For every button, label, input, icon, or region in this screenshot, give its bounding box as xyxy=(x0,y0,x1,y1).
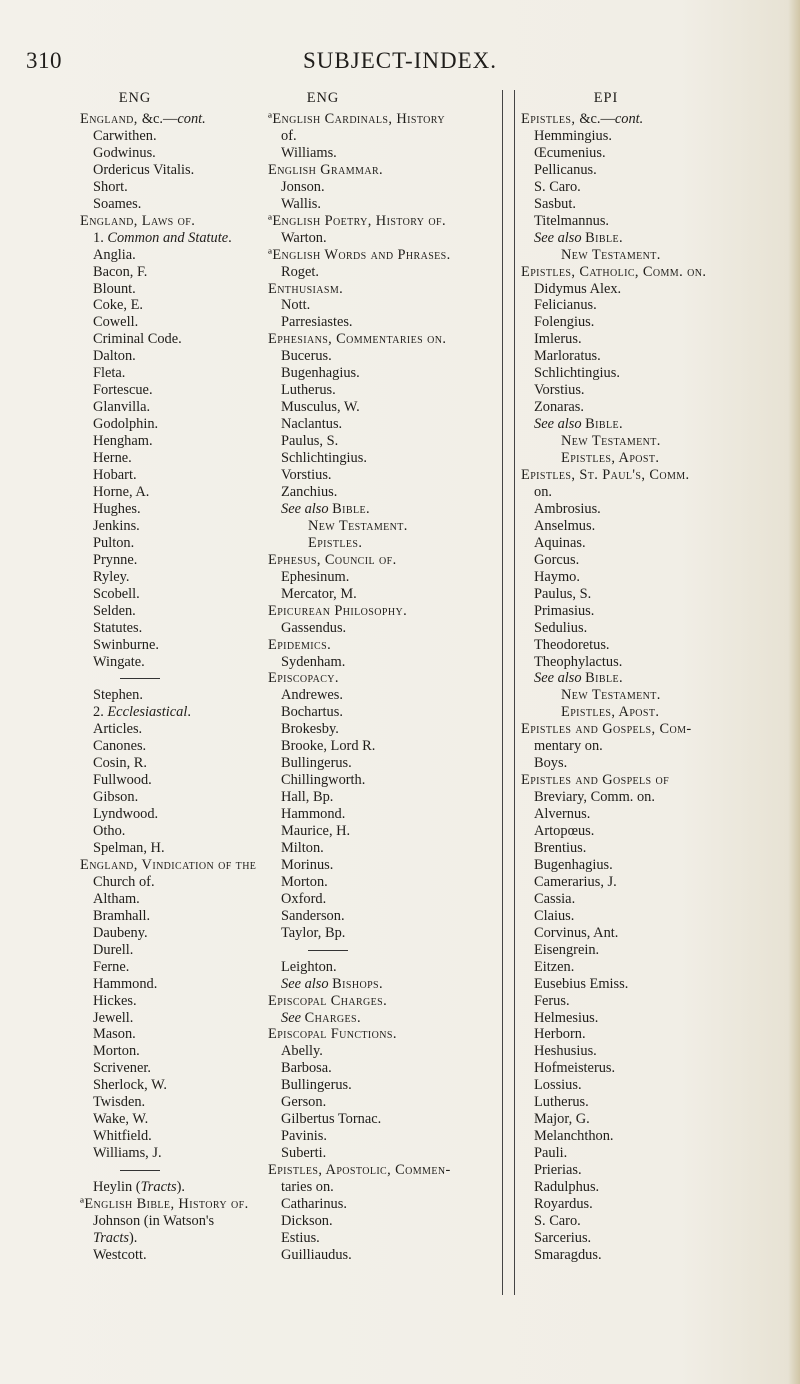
index-entry: Naclantus. xyxy=(281,416,343,433)
index-entry: Stephen. xyxy=(93,687,143,704)
index-entry: New Testament. xyxy=(308,517,408,534)
index-entry: Sasbut. xyxy=(534,195,576,212)
index-entry: on. xyxy=(534,483,552,500)
index-entry: Didymus Alex. xyxy=(534,280,622,297)
index-heading: Epistles, Catholic, Comm. on. xyxy=(521,263,707,280)
index-entry: Pellicanus. xyxy=(534,161,597,178)
index-entry: Nott. xyxy=(281,297,311,314)
index-entry: Fortescue. xyxy=(93,382,153,399)
index-entry: Vorstius. xyxy=(281,467,332,484)
index-entry: Schlichtingius. xyxy=(281,450,367,467)
index-entry: Ordericus Vitalis. xyxy=(93,161,195,178)
index-entry: Spelman, H. xyxy=(93,839,165,856)
index-entry: Boys. xyxy=(534,755,568,772)
index-entry: Prynne. xyxy=(93,551,138,568)
index-entry: Wake, W. xyxy=(93,1111,149,1128)
index-entry: Fullwood. xyxy=(93,772,152,789)
index-entry: Catharinus. xyxy=(281,1195,347,1212)
index-entry: Jonson. xyxy=(281,178,325,195)
index-entry: Cosin, R. xyxy=(93,755,147,772)
index-entry: Herne. xyxy=(93,450,132,467)
index-heading: England, Vindication of the xyxy=(80,856,257,873)
index-entry: Canones. xyxy=(93,738,147,755)
index-heading: Epidemics. xyxy=(268,636,332,653)
index-column-2 xyxy=(268,90,508,1264)
index-entry: Dickson. xyxy=(281,1212,333,1229)
index-entry: Gassendus. xyxy=(281,619,347,636)
index-entry: Blount. xyxy=(93,280,136,297)
index-entry: Lutherus. xyxy=(534,1094,589,1111)
index-entry: Hammond. xyxy=(281,806,346,823)
index-entry: Folengius. xyxy=(534,314,595,331)
index-entry: Statutes. xyxy=(93,619,143,636)
index-entry: Godolphin. xyxy=(93,416,159,433)
index-entry: Mercator, M. xyxy=(281,585,357,602)
index-heading: Epistles, &c.—cont. xyxy=(521,111,644,127)
column-head: ENG xyxy=(118,90,152,106)
index-entry: Bacon, F. xyxy=(93,263,148,280)
index-entry: Swinburne. xyxy=(93,636,159,653)
index-heading: English Grammar. xyxy=(268,161,384,178)
index-entry: Abelly. xyxy=(281,1043,323,1060)
index-heading: ªEnglish Words and Phrases. xyxy=(268,246,451,263)
index-heading: ªEnglish Bible, History of. xyxy=(80,1195,249,1212)
index-heading: Epistles, Apostolic, Commen- xyxy=(268,1162,451,1179)
index-entry: Hall, Bp. xyxy=(281,789,334,806)
index-entry: Godwinus. xyxy=(93,144,156,161)
index-entry: Heshusius. xyxy=(534,1043,597,1060)
index-entry: Bugenhagius. xyxy=(534,856,613,873)
index-entry: Sanderson. xyxy=(281,907,345,924)
index-entry: Cowell. xyxy=(93,314,139,331)
index-heading: Epicurean Philosophy. xyxy=(268,602,408,619)
index-entry: Musculus, W. xyxy=(281,399,360,416)
index-entry: Helmesius. xyxy=(534,1009,599,1026)
page-edge xyxy=(788,0,800,1384)
index-heading: Epistles, St. Paul's, Comm. xyxy=(521,467,690,484)
index-entry: of. xyxy=(281,127,297,144)
index-entry: Artopœus. xyxy=(534,823,595,840)
index-entry: Paulus, S. xyxy=(281,433,339,450)
index-entry: Roget. xyxy=(281,263,319,280)
index-entry: mentary on. xyxy=(534,738,603,755)
index-entry: Warton. xyxy=(281,229,327,246)
index-entry: Morton. xyxy=(93,1043,140,1060)
index-entry: Soames. xyxy=(93,195,142,212)
index-column-3 xyxy=(521,90,781,1264)
index-entry: See Charges. xyxy=(281,1009,361,1026)
index-entry: Melanchthon. xyxy=(534,1128,614,1145)
index-entry: Gilbertus Tornac. xyxy=(281,1111,382,1128)
index-heading: England, &c.—cont. xyxy=(80,111,206,127)
index-entry: Articles. xyxy=(93,721,143,738)
index-entry: Sydenham. xyxy=(281,653,346,670)
index-entry: Imlerus. xyxy=(534,331,582,348)
index-heading: England, Laws of. xyxy=(80,212,196,229)
index-entry: Aquinas. xyxy=(534,534,586,551)
index-entry: Leighton. xyxy=(281,958,337,975)
index-entry: Eusebius Emiss. xyxy=(534,975,629,992)
index-entry: Epistles, Apost. xyxy=(561,704,660,721)
index-entry: S. Caro. xyxy=(534,1212,581,1229)
index-heading: Enthusiasm. xyxy=(268,280,344,297)
index-entry: Bullingerus. xyxy=(281,755,352,772)
index-entry: Gerson. xyxy=(281,1094,327,1111)
index-entry: Eitzen. xyxy=(534,958,575,975)
page-number: 310 xyxy=(26,48,62,73)
running-head xyxy=(0,48,800,78)
index-entry: New Testament. xyxy=(561,687,661,704)
index-entry: Daubeny. xyxy=(93,924,148,941)
index-entry: Chillingworth. xyxy=(281,772,366,789)
index-entry: Suberti. xyxy=(281,1145,327,1162)
index-entry: Theodoretus. xyxy=(534,636,610,653)
index-entry: See also Bible. xyxy=(534,670,623,687)
index-heading: Ephesus, Council of. xyxy=(268,551,397,568)
index-entry: Pavinis. xyxy=(281,1128,327,1145)
index-entry: Prierias. xyxy=(534,1162,582,1179)
running-title: SUBJECT-INDEX. xyxy=(303,48,497,73)
index-entry: Gibson. xyxy=(93,789,139,806)
index-entry: Pulton. xyxy=(93,534,135,551)
index-entry: Sherlock, W. xyxy=(93,1077,167,1094)
index-entry: Radulphus. xyxy=(534,1179,600,1196)
index-heading: Episcopal Functions. xyxy=(268,1026,397,1043)
index-entry: Primasius. xyxy=(534,602,595,619)
index-entry: Hemmingius. xyxy=(534,127,612,144)
index-entry: Gorcus. xyxy=(534,551,580,568)
index-entry: Vorstius. xyxy=(534,382,585,399)
index-entry: Eisengrein. xyxy=(534,941,600,958)
index-entry: Tracts). xyxy=(93,1229,138,1246)
index-entry: Cassia. xyxy=(534,890,576,907)
index-entry: Hammond. xyxy=(93,975,158,992)
column-divider xyxy=(514,90,515,1295)
index-entry: Lyndwood. xyxy=(93,806,159,823)
index-entry: Scrivener. xyxy=(93,1060,151,1077)
index-entry: Guilliaudus. xyxy=(281,1246,352,1263)
index-entry: Church of. xyxy=(93,873,155,890)
index-entry: Wallis. xyxy=(281,195,322,212)
index-heading: Episcopal Charges. xyxy=(268,992,388,1009)
index-entry: Bugenhagius. xyxy=(281,365,360,382)
index-entry: Sarcerius. xyxy=(534,1229,592,1246)
index-entry: Ferne. xyxy=(93,958,130,975)
index-entry: Jenkins. xyxy=(93,517,140,534)
index-heading: ªEnglish Poetry, History of. xyxy=(268,212,446,229)
index-entry: Camerarius, J. xyxy=(534,873,617,890)
index-entry: Williams, J. xyxy=(93,1145,162,1162)
column-head: EPI xyxy=(593,90,619,106)
index-entry: See also Bible. xyxy=(534,229,623,246)
index-entry: Wingate. xyxy=(93,653,145,670)
index-entry: Maurice, H. xyxy=(281,823,351,840)
index-heading: Ephesians, Commentaries on. xyxy=(268,331,447,348)
index-entry: Andrewes. xyxy=(281,687,343,704)
index-entry: Estius. xyxy=(281,1229,320,1246)
index-entry: New Testament. xyxy=(561,433,661,450)
index-entry: Milton. xyxy=(281,839,324,856)
index-entry: Epistles. xyxy=(308,534,363,551)
index-entry: Heylin (Tracts). xyxy=(93,1179,185,1196)
index-heading: Epistles and Gospels, Com- xyxy=(521,721,692,738)
section-rule xyxy=(268,942,508,959)
index-entry: Hengham. xyxy=(93,433,153,450)
index-entry: S. Caro. xyxy=(534,178,581,195)
index-entry: Hobart. xyxy=(93,467,137,484)
index-heading: ªEnglish Cardinals, History xyxy=(268,111,445,127)
index-entry: Schlichtingius. xyxy=(534,365,620,382)
index-entry: Oxford. xyxy=(281,890,327,907)
index-entry: Brokesby. xyxy=(281,721,339,738)
index-entry: New Testament. xyxy=(561,246,661,263)
column-head: ENG xyxy=(306,90,340,106)
index-entry: Coke, E. xyxy=(93,297,143,314)
index-entry: Altham. xyxy=(93,890,140,907)
index-entry: Smaragdus. xyxy=(534,1246,602,1263)
index-entry: Morton. xyxy=(281,873,328,890)
index-entry: Hickes. xyxy=(93,992,137,1009)
index-entry: Criminal Code. xyxy=(93,331,182,348)
index-entry: Scobell. xyxy=(93,585,140,602)
index-entry: Johnson (in Watson's xyxy=(93,1212,215,1229)
index-heading: Episcopacy. xyxy=(268,670,339,687)
index-entry: Zanchius. xyxy=(281,483,338,500)
index-entry: Bramhall. xyxy=(93,907,151,924)
index-entry: Lutherus. xyxy=(281,382,336,399)
index-entry: Zonaras. xyxy=(534,399,584,416)
index-entry: Bucerus. xyxy=(281,348,332,365)
index-entry: Corvinus, Ant. xyxy=(534,924,619,941)
index-entry: See also Bible. xyxy=(281,500,370,517)
index-entry: Mason. xyxy=(93,1026,136,1043)
index-entry: Durell. xyxy=(93,941,134,958)
index-entry: Brooke, Lord R. xyxy=(281,738,376,755)
index-entry: Glanvilla. xyxy=(93,399,151,416)
index-entry: 1. Common and Statute. xyxy=(93,229,232,246)
index-entry: Anglia. xyxy=(93,246,136,263)
index-entry: Lossius. xyxy=(534,1077,582,1094)
index-entry: Carwithen. xyxy=(93,127,157,144)
index-entry: Felicianus. xyxy=(534,297,597,314)
index-entry: Claius. xyxy=(534,907,575,924)
index-entry: Epistles, Apost. xyxy=(561,450,660,467)
index-entry: Westcott. xyxy=(93,1246,147,1263)
index-entry: Otho. xyxy=(93,823,126,840)
index-entry: Alvernus. xyxy=(534,806,591,823)
index-entry: Barbosa. xyxy=(281,1060,332,1077)
index-entry: Dalton. xyxy=(93,348,136,365)
index-entry: Short. xyxy=(93,178,128,195)
index-entry: Bochartus. xyxy=(281,704,343,721)
index-entry: Morinus. xyxy=(281,856,334,873)
index-entry: Brentius. xyxy=(534,839,587,856)
index-entry: Whitfield. xyxy=(93,1128,152,1145)
index-entry: Fleta. xyxy=(93,365,126,382)
index-entry: Williams. xyxy=(281,144,337,161)
index-entry: Theophylactus. xyxy=(534,653,623,670)
index-entry: Haymo. xyxy=(534,568,580,585)
index-entry: Sedulius. xyxy=(534,619,588,636)
index-entry: Paulus, S. xyxy=(534,585,592,602)
index-entry: Ryley. xyxy=(93,568,130,585)
index-entry: Anselmus. xyxy=(534,517,596,534)
index-entry: Taylor, Bp. xyxy=(281,924,346,941)
index-entry: taries on. xyxy=(281,1179,334,1196)
index-entry: Œcumenius. xyxy=(534,144,606,161)
index-entry: Major, G. xyxy=(534,1111,590,1128)
index-entry: Ephesinum. xyxy=(281,568,350,585)
index-entry: Hughes. xyxy=(93,500,141,517)
index-entry: Parresiastes. xyxy=(281,314,353,331)
index-entry: Bullingerus. xyxy=(281,1077,352,1094)
index-entry: Pauli. xyxy=(534,1145,568,1162)
index-entry: See also Bishops. xyxy=(281,975,384,992)
index-entry: Hofmeisterus. xyxy=(534,1060,616,1077)
index-entry: Jewell. xyxy=(93,1009,134,1026)
index-entry: Herborn. xyxy=(534,1026,586,1043)
index-entry: Ambrosius. xyxy=(534,500,601,517)
index-entry: Ferus. xyxy=(534,992,570,1009)
index-entry: Twisden. xyxy=(93,1094,146,1111)
index-heading: Epistles and Gospels of xyxy=(521,772,670,789)
index-entry: 2. Ecclesiastical. xyxy=(93,704,191,721)
index-entry: Royardus. xyxy=(534,1196,593,1212)
index-entry: See also Bible. xyxy=(534,416,623,433)
index-entry: Horne, A. xyxy=(93,483,150,500)
index-entry: Breviary, Comm. on. xyxy=(534,789,655,806)
index-entry: Selden. xyxy=(93,602,136,619)
index-entry: Marloratus. xyxy=(534,348,601,365)
index-entry: Titelmannus. xyxy=(534,212,610,229)
